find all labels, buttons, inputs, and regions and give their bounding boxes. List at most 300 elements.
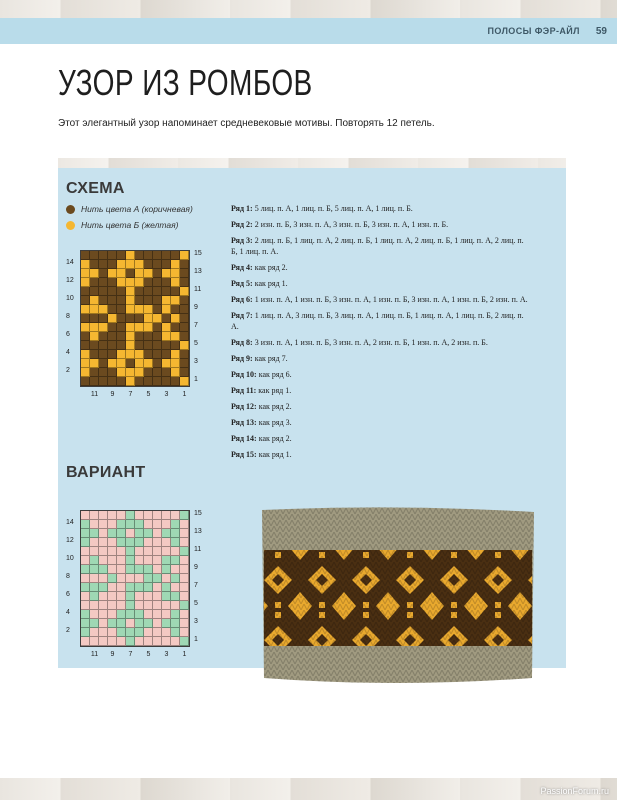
chart-cell: [117, 296, 126, 305]
chart-cell: [153, 251, 162, 260]
chart-cell: [81, 350, 90, 359]
chart-cell: [126, 359, 135, 368]
chart-cell: [99, 520, 108, 529]
chart-cell: [90, 529, 99, 538]
row-instruction: [231, 310, 531, 332]
chart-cell: [144, 637, 153, 646]
row-text: как ряд 1.: [252, 279, 288, 288]
chart-cell: [117, 610, 126, 619]
chart-cell: [180, 350, 189, 359]
chart-cell: [180, 583, 189, 592]
chart-cell: [117, 619, 126, 628]
chart-cell: [135, 368, 144, 377]
chart-cell: [117, 601, 126, 610]
chart-cell: [162, 556, 171, 565]
chart-cell: [117, 251, 126, 260]
chart-cell: [153, 637, 162, 646]
chart-cell: [99, 305, 108, 314]
chart-cell: [171, 529, 180, 538]
row-text: 1 лиц. п. А, 3 лиц. п. Б, 3 лиц. п. А, 1 лиц. п. Б, 1 лиц. п. А, 1 лиц. п. Б, 2 лиц. п. А.: [231, 311, 524, 331]
chart-cell: [117, 260, 126, 269]
row-number-left: 10: [66, 295, 74, 302]
section-title: ПОЛОСЫ ФЭР-АЙЛ: [487, 26, 580, 36]
chart-cell: [90, 278, 99, 287]
chart-cell: [126, 556, 135, 565]
chart-cell: [180, 565, 189, 574]
row-number-right: 9: [194, 564, 198, 571]
chart-cell: [135, 637, 144, 646]
chart-cell: [144, 529, 153, 538]
chart-cell: [153, 592, 162, 601]
chart-cell: [180, 547, 189, 556]
chart-cell: [90, 350, 99, 359]
chart-cell: [99, 251, 108, 260]
row-instruction: [231, 203, 531, 214]
row-number-right: 9: [194, 304, 198, 311]
chart-cell: [99, 565, 108, 574]
chart-cell: [135, 332, 144, 341]
chart-cell: [108, 350, 117, 359]
chart-cell: [81, 583, 90, 592]
chart-cell: [180, 359, 189, 368]
chart-cell: [180, 574, 189, 583]
chart-cell: [180, 538, 189, 547]
row-number-left: 14: [66, 259, 74, 266]
chart-cell: [126, 637, 135, 646]
chart-cell: [90, 610, 99, 619]
chart-cell: [144, 547, 153, 556]
chart-cell: [99, 529, 108, 538]
chart-cell: [171, 359, 180, 368]
chart-cell: [144, 341, 153, 350]
chart-cell: [99, 538, 108, 547]
chart-cell: [144, 251, 153, 260]
chart-cell: [171, 287, 180, 296]
row-label: Ряд 8:: [231, 338, 253, 347]
chart-cell: [153, 520, 162, 529]
row-number-right: 1: [194, 636, 198, 643]
chart-cell: [180, 377, 189, 386]
chart-cell: [162, 619, 171, 628]
page-number: 59: [595, 25, 607, 37]
chart-cell: [108, 637, 117, 646]
chart-cell: [144, 269, 153, 278]
chart-cell: [153, 269, 162, 278]
chart-cell: [171, 511, 180, 520]
chart-cell: [144, 610, 153, 619]
chart-cell: [126, 377, 135, 386]
chart-cell: [162, 610, 171, 619]
legend-label-a: Нить цвета А (коричневая): [81, 204, 193, 214]
chart-cell: [90, 332, 99, 341]
chart-cell: [171, 251, 180, 260]
chart-cell: [99, 637, 108, 646]
chart-cell: [153, 296, 162, 305]
row-number-left: 8: [66, 313, 70, 320]
chart-cell: [108, 332, 117, 341]
chart-cell: [99, 260, 108, 269]
chart-cell: [180, 287, 189, 296]
chart-cell: [81, 574, 90, 583]
row-instruction: [231, 337, 531, 348]
chart-cell: [117, 520, 126, 529]
chart-cell: [171, 637, 180, 646]
chart-cell: [180, 305, 189, 314]
column-number: 11: [90, 651, 99, 658]
row-number-left: 2: [66, 627, 70, 634]
chart-cell: [144, 260, 153, 269]
chart-cell: [108, 296, 117, 305]
chart-cell: [81, 314, 90, 323]
chart-cell: [108, 269, 117, 278]
chart-cell: [180, 592, 189, 601]
chart-cell: [126, 260, 135, 269]
chart-cell: [108, 305, 117, 314]
chart-grid: [80, 250, 190, 387]
chart-cell: [135, 592, 144, 601]
chart-cell: [162, 287, 171, 296]
chart-cell: [180, 368, 189, 377]
chart-cell: [81, 556, 90, 565]
chart-cell: [153, 565, 162, 574]
chart-cell: [117, 332, 126, 341]
chart-cell: [126, 601, 135, 610]
row-label: Ряд 6:: [231, 295, 253, 304]
chart-cell: [108, 377, 117, 386]
chart-cell: [162, 278, 171, 287]
chart-cell: [108, 619, 117, 628]
row-text: как ряд 2.: [252, 263, 288, 272]
chart-cell: [153, 341, 162, 350]
chart-cell: [162, 350, 171, 359]
chart-cell: [99, 574, 108, 583]
chart-cell: [171, 556, 180, 565]
chart-cell: [126, 314, 135, 323]
chart-cell: [144, 574, 153, 583]
column-number: 3: [164, 651, 169, 658]
row-number-left: 8: [66, 573, 70, 580]
chart-cell: [144, 565, 153, 574]
row-text: 1 изн. п. А, 1 изн. п. Б, 3 изн. п. А, 1 изн. п. Б, 3 изн. п. А, 1 изн. п. Б, 2 изн. п. А.: [252, 295, 528, 304]
column-number: 5: [146, 391, 151, 398]
chart-cell: [126, 287, 135, 296]
chart-cell: [144, 350, 153, 359]
chart-cell: [153, 610, 162, 619]
chart-cell: [135, 529, 144, 538]
color-b-swatch-icon: [66, 221, 75, 230]
chart-cell: [180, 529, 189, 538]
chart-cell: [108, 556, 117, 565]
chart-cell: [81, 628, 90, 637]
watermark: PassionForum.ru: [540, 786, 609, 796]
row-text: 2 лиц. п. Б, 1 лиц. п. А, 2 лиц. п. Б, 1 лиц. п. А, 2 лиц. п. Б, 1 лиц. п. А, 2 лиц. п. Б, 1 лиц. п. А.: [231, 236, 524, 256]
chart-cell: [81, 296, 90, 305]
row-number-left: 6: [66, 591, 70, 598]
column-number: 1: [182, 391, 187, 398]
column-number: 5: [146, 651, 151, 658]
row-label: Ряд 11:: [231, 386, 257, 395]
chart-cell: [117, 574, 126, 583]
chart-cell: [162, 592, 171, 601]
row-instruction: [231, 417, 531, 428]
chart-cell: [81, 529, 90, 538]
chart-cell: [162, 583, 171, 592]
chart-cell: [171, 323, 180, 332]
chart-cell: [144, 556, 153, 565]
row-number-left: 12: [66, 277, 74, 284]
chart-cell: [135, 583, 144, 592]
chart-cell: [171, 538, 180, 547]
chart-cell: [108, 538, 117, 547]
knitted-swatch-photo: [256, 502, 540, 692]
chart-cell: [144, 601, 153, 610]
row-text: как ряд 2.: [256, 402, 292, 411]
chart-cell: [81, 601, 90, 610]
chart-cell: [153, 601, 162, 610]
chart-cell: [81, 538, 90, 547]
row-number-left: 6: [66, 331, 70, 338]
chart-cell: [180, 296, 189, 305]
chart-cell: [153, 511, 162, 520]
row-number-right: 5: [194, 600, 198, 607]
chart-cell: [126, 350, 135, 359]
chart-cell: [81, 359, 90, 368]
chart-cell: [108, 583, 117, 592]
chart-cell: [99, 556, 108, 565]
chart-cell: [144, 520, 153, 529]
chart-cell: [108, 341, 117, 350]
chart-cell: [171, 610, 180, 619]
chart-cell: [162, 637, 171, 646]
chart-cell: [81, 619, 90, 628]
row-instruction: [231, 235, 531, 257]
chart-cell: [162, 574, 171, 583]
chart-cell: [135, 601, 144, 610]
chart-cell: [171, 592, 180, 601]
chart-cell: [162, 251, 171, 260]
chart-cell: [117, 511, 126, 520]
row-number-right: 7: [194, 322, 198, 329]
chart-cell: [171, 619, 180, 628]
row-number-right: 1: [194, 376, 198, 383]
chart-cell: [162, 305, 171, 314]
chart-cell: [135, 260, 144, 269]
chart-cell: [99, 359, 108, 368]
column-number: 11: [90, 391, 99, 398]
chart-cell: [108, 610, 117, 619]
chart-cell: [144, 368, 153, 377]
chart-cell: [117, 377, 126, 386]
chart-cell: [144, 278, 153, 287]
row-instruction: [231, 385, 531, 396]
chart-cell: [81, 287, 90, 296]
chart-cell: [108, 368, 117, 377]
chart-cell: [81, 637, 90, 646]
chart-cell: [162, 529, 171, 538]
chart-cell: [135, 251, 144, 260]
chart-cell: [135, 323, 144, 332]
chart-cell: [180, 511, 189, 520]
chart-cell: [99, 296, 108, 305]
chart-cell: [126, 251, 135, 260]
row-number-left: 12: [66, 537, 74, 544]
row-text: 3 изн. п. А, 1 изн. п. Б, 3 изн. п. А, 2 изн. п. Б, 1 изн. п. А, 2 изн. п. Б.: [252, 338, 488, 347]
chart-cell: [126, 305, 135, 314]
row-number-right: 5: [194, 340, 198, 347]
chart-cell: [90, 269, 99, 278]
chart-cell: [144, 287, 153, 296]
chart-cell: [117, 278, 126, 287]
chart-cell: [126, 520, 135, 529]
column-number: 7: [128, 651, 133, 658]
chart-cell: [171, 350, 180, 359]
row-instruction: [231, 369, 531, 380]
chart-cell: [153, 547, 162, 556]
chart-cell: [153, 305, 162, 314]
chart-cell: [108, 314, 117, 323]
intro-text: Этот элегантный узор напоминает средневековые мотивы. Повторять 12 петель.: [58, 118, 435, 129]
row-number-left: 14: [66, 519, 74, 526]
chart-cell: [171, 332, 180, 341]
column-number: 3: [164, 391, 169, 398]
chart-cell: [99, 269, 108, 278]
chart-cell: [180, 314, 189, 323]
chart-cell: [126, 610, 135, 619]
scheme-heading: СХЕМА: [66, 180, 125, 197]
column-number: 7: [128, 391, 133, 398]
row-label: Ряд 15:: [231, 450, 257, 459]
row-text: 5 лиц. п. А, 1 лиц. п. Б, 5 лиц. п. А, 1 лиц. п. Б.: [252, 204, 413, 213]
chart-cell: [108, 511, 117, 520]
row-label: Ряд 9:: [231, 354, 253, 363]
row-instruction: [231, 433, 531, 444]
row-label: Ряд 2:: [231, 220, 253, 229]
row-number-right: 3: [194, 358, 198, 365]
chart-cell: [99, 287, 108, 296]
chart-cell: [117, 583, 126, 592]
chart-cell: [117, 323, 126, 332]
row-label: Ряд 3:: [231, 236, 253, 245]
chart-cell: [90, 565, 99, 574]
chart-cell: [126, 296, 135, 305]
chart-cell: [144, 314, 153, 323]
chart-cell: [135, 574, 144, 583]
row-number-right: 13: [194, 528, 202, 535]
chart-cell: [117, 287, 126, 296]
chart-cell: [171, 377, 180, 386]
chart-cell: [162, 538, 171, 547]
chart-cell: [153, 574, 162, 583]
chart-cell: [135, 520, 144, 529]
chart-cell: [90, 520, 99, 529]
chart-cell: [135, 511, 144, 520]
chart-cell: [81, 341, 90, 350]
row-label: Ряд 13:: [231, 418, 257, 427]
chart-cell: [99, 619, 108, 628]
panel-wood-strip: [58, 158, 566, 168]
chart-cell: [144, 323, 153, 332]
chart-cell: [99, 511, 108, 520]
chart-cell: [99, 547, 108, 556]
chart-cell: [126, 583, 135, 592]
chart-cell: [117, 305, 126, 314]
chart-cell: [153, 287, 162, 296]
chart-cell: [162, 359, 171, 368]
column-number: 1: [182, 651, 187, 658]
chart-cell: [162, 511, 171, 520]
chart-cell: [117, 341, 126, 350]
chart-cell: [81, 368, 90, 377]
chart-cell: [90, 296, 99, 305]
row-instruction: [231, 294, 531, 305]
chart-cell: [180, 332, 189, 341]
chart-cell: [81, 260, 90, 269]
wood-strip-top: [0, 0, 617, 18]
chart-cell: [117, 529, 126, 538]
chart-cell: [108, 287, 117, 296]
chart-cell: [81, 592, 90, 601]
chart-cell: [162, 341, 171, 350]
chart-cell: [135, 377, 144, 386]
row-number-right: 15: [194, 250, 202, 257]
chart-cell: [153, 529, 162, 538]
chart-cell: [180, 269, 189, 278]
chart-cell: [153, 350, 162, 359]
wood-strip-bottom: [0, 778, 617, 800]
chart-cell: [108, 628, 117, 637]
chart-cell: [162, 269, 171, 278]
chart-cell: [153, 377, 162, 386]
chart-cell: [144, 305, 153, 314]
row-number-left: 4: [66, 609, 70, 616]
chart-cell: [90, 305, 99, 314]
chart-cell: [117, 269, 126, 278]
legend-label-b: Нить цвета Б (желтая): [81, 220, 179, 230]
chart-cell: [81, 332, 90, 341]
chart-cell: [144, 619, 153, 628]
chart-cell: [153, 556, 162, 565]
chart-cell: [144, 377, 153, 386]
chart-cell: [108, 359, 117, 368]
chart-cell: [108, 260, 117, 269]
chart-cell: [126, 619, 135, 628]
chart-cell: [162, 520, 171, 529]
row-instruction: [231, 401, 531, 412]
chart-cell: [171, 269, 180, 278]
chart-cell: [126, 574, 135, 583]
chart-cell: [81, 565, 90, 574]
chart-cell: [171, 547, 180, 556]
chart-cell: [144, 583, 153, 592]
chart-cell: [81, 305, 90, 314]
chart-cell: [90, 619, 99, 628]
chart-cell: [144, 359, 153, 368]
chart-cell: [180, 260, 189, 269]
chart-cell: [90, 547, 99, 556]
chart-cell: [90, 574, 99, 583]
chart-cell: [81, 377, 90, 386]
chart-cell: [81, 511, 90, 520]
row-text: как ряд 1.: [256, 386, 292, 395]
chart-cell: [108, 251, 117, 260]
row-number-left: 2: [66, 367, 70, 374]
chart-cell: [126, 332, 135, 341]
chart-cell: [171, 341, 180, 350]
chart-cell: [171, 583, 180, 592]
chart-cell: [117, 368, 126, 377]
chart-cell: [99, 323, 108, 332]
row-label: Ряд 4:: [231, 263, 253, 272]
